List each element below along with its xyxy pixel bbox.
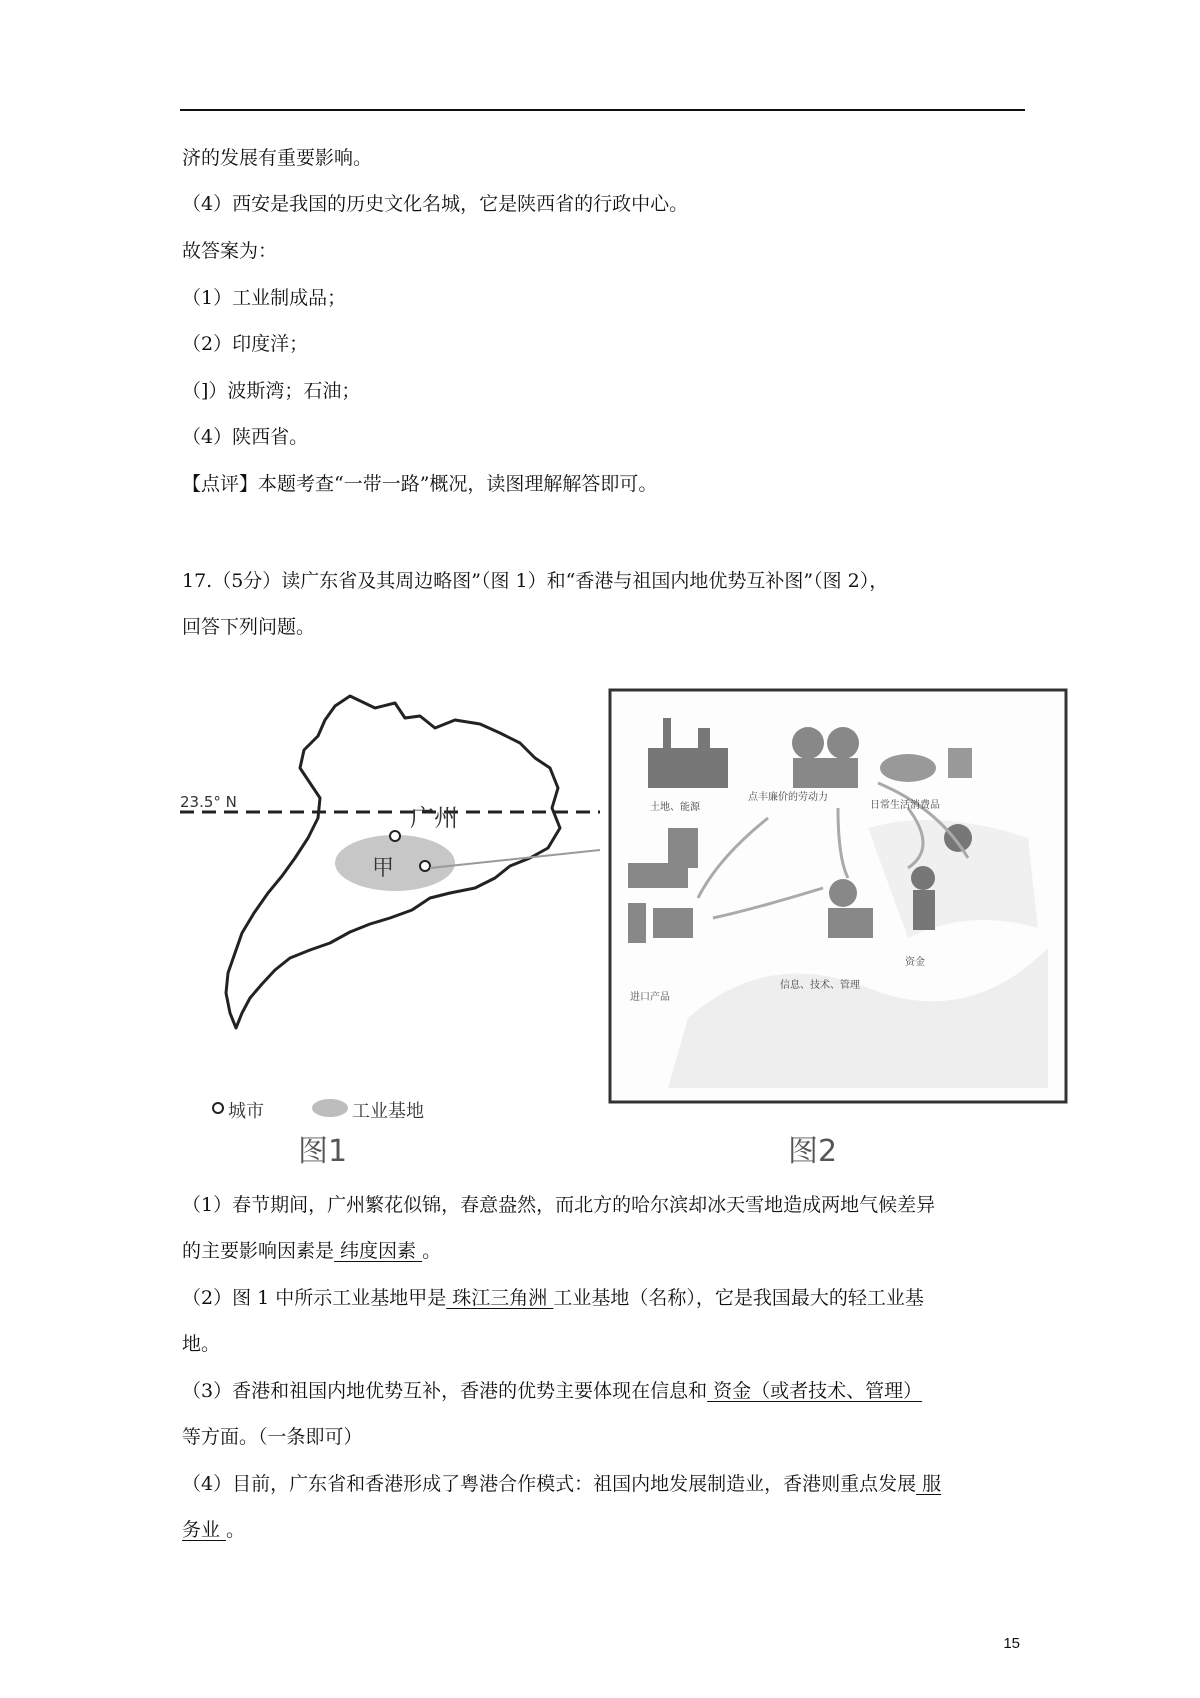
answer-1-end: 。 bbox=[422, 1240, 442, 1262]
legend-city-label: 城市 bbox=[228, 1101, 264, 1122]
legend-base-icon bbox=[312, 1099, 348, 1117]
city-label: 广州 bbox=[410, 804, 458, 832]
figure1-caption: 图1 bbox=[298, 1134, 348, 1169]
fig2-label-labor: 点丰廉价的劳动力 bbox=[748, 792, 828, 803]
header-rule bbox=[180, 109, 1025, 111]
fig2-label-goods: 日常生活消费品 bbox=[870, 800, 940, 811]
question-17-line2: 回答下列问题。 bbox=[182, 616, 316, 638]
answer-4-fill2: 务业 bbox=[182, 1519, 227, 1541]
answer-1-text2: 的主要影响因素是 bbox=[182, 1240, 335, 1262]
answer-3-line1 bbox=[182, 1378, 922, 1404]
fig2-label-capital: 资金 bbox=[905, 957, 925, 968]
answer-3-text: （3）香港和祖国内地优势互补，香港的优势主要体现在信息和 bbox=[182, 1380, 708, 1402]
text-line: 济的发展有重要影响。 bbox=[182, 147, 373, 169]
answer-2-end: 工业基地（名称），它是我国最大的轻工业基 bbox=[553, 1287, 924, 1309]
answer-1-line2 bbox=[182, 1238, 441, 1264]
fig2-label-info: 信息、技术、管理 bbox=[780, 980, 860, 991]
answer-2-line1 bbox=[182, 1285, 924, 1311]
hongkong-dot bbox=[420, 861, 430, 871]
text-line: （2）印度洋； bbox=[182, 333, 309, 355]
figure1-map bbox=[180, 688, 610, 1168]
answer-4-line2 bbox=[182, 1517, 245, 1543]
industrial-base-shape bbox=[335, 835, 455, 891]
text-line: （4）西安是我国的历史文化名城，它是陕西省的行政中心。 bbox=[182, 193, 689, 215]
figure2-diagram bbox=[608, 688, 1068, 1106]
answer-2-fill: 珠江三角洲 bbox=[446, 1287, 554, 1309]
comment-line: 【点评】本题考查“一带一路”概况，读图理解解答即可。 bbox=[182, 473, 658, 495]
answer-4-end: 。 bbox=[226, 1519, 246, 1541]
base-label: 甲 bbox=[372, 856, 395, 881]
answer-4-fill: 服 bbox=[916, 1473, 942, 1495]
answer-1-line1 bbox=[182, 1192, 935, 1218]
answer-4-text: （4）目前，广东省和香港形成了粤港合作模式：祖国内地发展制造业，香港则重点发展 bbox=[182, 1473, 917, 1495]
answer-3-fill: 资金（或者技术、管理） bbox=[707, 1380, 923, 1402]
text-line: 故答案为： bbox=[182, 240, 278, 262]
figures-area bbox=[180, 688, 1080, 1168]
answer-2-line2: 地。 bbox=[182, 1333, 221, 1355]
fig2-label-imports: 进口产品 bbox=[630, 992, 670, 1003]
answer-1-fill: 纬度因素 bbox=[334, 1240, 423, 1262]
answer-2-text: （2）图 1 中所示工业基地甲是 bbox=[182, 1287, 447, 1309]
text-line: （]）波斯湾；石油； bbox=[182, 380, 361, 402]
fig2-label-land: 土地、能源 bbox=[650, 802, 700, 813]
legend-base-label: 工业基地 bbox=[352, 1101, 424, 1122]
guangzhou-dot bbox=[390, 831, 400, 841]
question-17-line1: 17.（5分）读广东省及其周边略图”（图 1）和“香港与祖国内地优势互补图”（图 2）， bbox=[182, 570, 889, 592]
answer-3-line2: 等方面。（一条即可） bbox=[182, 1426, 363, 1448]
latitude-label: 23.5° N bbox=[180, 793, 237, 811]
figure2-caption: 图2 bbox=[788, 1134, 838, 1169]
text-line: （1）工业制成品； bbox=[182, 287, 347, 309]
page-number: 15 bbox=[1003, 1635, 1020, 1652]
legend-city-icon bbox=[213, 1103, 223, 1113]
text-line: （4）陕西省。 bbox=[182, 426, 309, 448]
answer-4-line1 bbox=[182, 1471, 941, 1497]
answer-1-text: （1）春节期间，广州繁花似锦，春意盎然，而北方的哈尔滨却冰天雪地造成两地气候差异 bbox=[182, 1194, 936, 1216]
